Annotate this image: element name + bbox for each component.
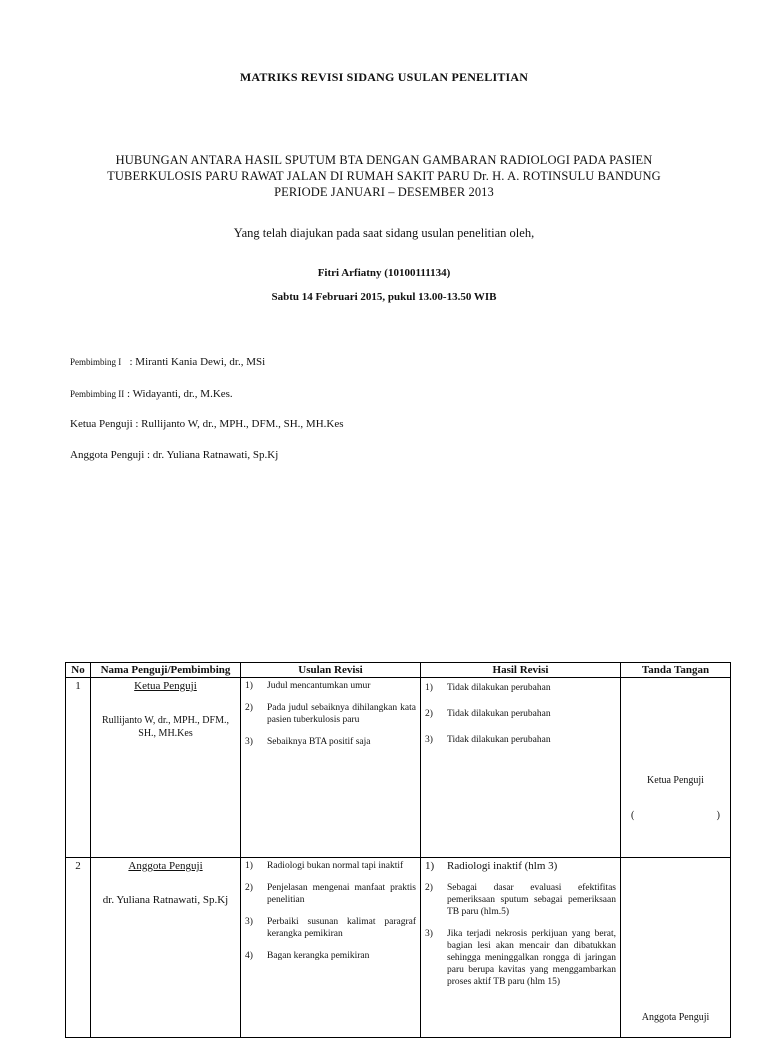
row-number: 2 [66, 858, 91, 1038]
list-item: 3) Perbaiki susunan kalimat paragraf kerangka pemikiran [245, 917, 416, 939]
signature-cell [621, 858, 731, 1038]
header-usulan: Usulan Revisi [241, 663, 421, 678]
table-row [66, 678, 731, 858]
usulan-cell [241, 678, 421, 858]
document-title: MATRIKS REVISI SIDANG USULAN PENELITIAN [239, 70, 529, 84]
list-item: 1) Radiologi bukan normal tapi inaktif [245, 861, 404, 871]
signature-blank: ( ) [631, 810, 720, 821]
research-title-line-3: PERIODE JANUARI – DESEMBER 2013 [274, 185, 494, 199]
header-signature: Tanda Tangan [621, 663, 731, 678]
usulan-cell [241, 858, 421, 1038]
ketua-penguji-line: Ketua Penguji : Rullijanto W, dr., MPH., DFM., SH., MH.Kes [70, 418, 344, 430]
hasil-cell [421, 678, 621, 858]
examiner-name: dr. Yuliana Ratnawati, Sp.Kj [102, 894, 229, 906]
list-item: 1) Judul mencantumkan umur [245, 681, 371, 691]
research-title [0, 152, 768, 200]
pembimbing-2-value: : Widayanti, dr., M.Kes. [127, 388, 233, 400]
hasil-cell [421, 858, 621, 1038]
examiner-role: Ketua Penguji [134, 680, 197, 692]
list-item: 2) Sebagai dasar evaluasi efektifitas pemeriksaan sputum sebagai pemeriksaan TB paru (hlm.5) [425, 883, 616, 917]
pembimbing-1-line [70, 356, 265, 368]
table-header-row [66, 663, 731, 678]
list-item: 1) Radiologi inaktif (hlm 3) [425, 860, 558, 872]
research-title-line-1: HUBUNGAN ANTARA HASIL SPUTUM BTA DENGAN GAMBARAN RADIOLOGI PADA PASIEN [115, 153, 653, 167]
header-no: No [66, 663, 91, 678]
signature-label: Ketua Penguji [647, 775, 704, 786]
examiner-cell [91, 678, 241, 858]
list-item: 2) Penjelasan mengenai manfaat praktis penelitian [245, 883, 416, 905]
row-number: 1 [66, 678, 91, 858]
list-item: 3) Jika terjadi nekrosis perkijuan yang berat, bagian lesi akan mencair dan dibatukkan sehingga meninggalkan rongga di jaringan paru berupa kavitas yang menggambarkan proses aktif TB paru (hlm 15) [425, 929, 616, 987]
author-name: Fitri Arfiatny (10100111134) [317, 267, 451, 279]
signature-cell [621, 678, 731, 858]
pembimbing-2-line [70, 388, 233, 400]
header-name: Nama Penguji/Pembimbing [91, 663, 241, 678]
intro-text: Yang telah diajukan pada saat sidang usulan penelitian oleh, [233, 226, 535, 240]
examiner-name: Rullijanto W, dr., MPH., DFM., SH., MH.Kes [102, 715, 229, 739]
list-item: 3) Sebaiknya BTA positif saja [245, 737, 371, 747]
signature-label: Anggota Penguji [641, 1012, 710, 1023]
list-item: 2) Pada judul sebaiknya dihilangkan kata pasien tuberkulosis paru [245, 703, 416, 725]
list-item: 3) Tidak dilakukan perubahan [425, 735, 551, 745]
header-hasil: Hasil Revisi [421, 663, 621, 678]
list-item: 2) Tidak dilakukan perubahan [425, 709, 551, 719]
examiner-role: Anggota Penguji [128, 860, 203, 872]
list-item: 1) Tidak dilakukan perubahan [425, 683, 551, 693]
pembimbing-1-value: : Miranti Kania Dewi, dr., MSi [129, 356, 266, 368]
table-row [66, 858, 731, 1038]
session-date: Sabtu 14 Februari 2015, pukul 13.00-13.50 WIB [271, 291, 497, 303]
examiner-cell [91, 858, 241, 1038]
anggota-penguji-line: Anggota Penguji : dr. Yuliana Ratnawati, Sp.Kj [70, 449, 279, 461]
revision-table [65, 662, 731, 1038]
pembimbing-2-label: Pembimbing II [70, 389, 125, 399]
research-title-line-2: TUBERKULOSIS PARU RAWAT JALAN DI RUMAH SAKIT PARU Dr. H. A. ROTINSULU BANDUNG [107, 169, 661, 183]
pembimbing-1-label: Pembimbing I [70, 357, 122, 367]
list-item: 4) Bagan kerangka pemikiran [245, 951, 370, 961]
